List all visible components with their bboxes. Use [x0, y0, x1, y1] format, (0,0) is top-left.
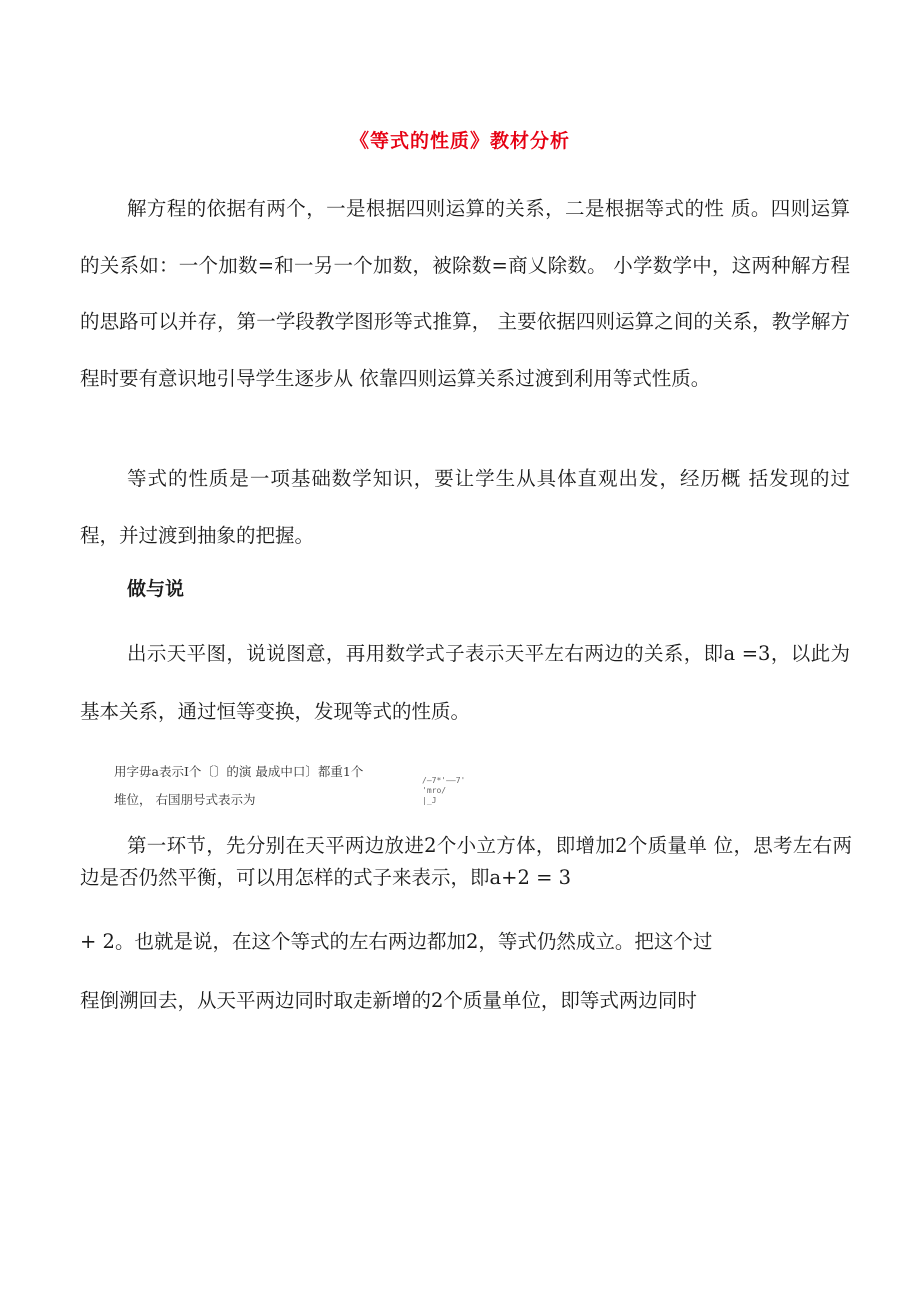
- section-heading: 做与说: [127, 578, 185, 600]
- text-line-6: 程倒溯回去，从天平两边同时取走新增的2个质量单位，即等式两边同时: [80, 989, 697, 1012]
- scribble-line-2: 'mro/: [422, 786, 447, 795]
- scribble-line-1: /—7*'——7': [422, 776, 466, 785]
- paragraph-3: 出示天平图，说说图意，再用数学式子表示天平左右两边的关系，即a =3，以此为基本关系，通过恒等变换，发现等式的性质。: [80, 642, 850, 723]
- scribble-line-3: |_J: [422, 796, 437, 805]
- text-line-5: + 2。也就是说，在这个等式的左右两边都加2，等式仍然成立。把这个过: [80, 930, 713, 953]
- balance-figure-scribble: [422, 776, 474, 812]
- paragraph-2: 等式的性质是一项基础数学知识，要让学生从具体直观出发，经历概 括发现的过程，并过渡到抽象的把握。: [80, 467, 850, 547]
- figure-caption-line-2: 堆位， 右国朋号式表示为: [114, 792, 256, 807]
- paragraph-1: 解方程的依据有两个，一是根据四则运算的关系，二是根据等式的性 质。四则运算的关系如：一个加数=和一另一个加数，被除数=商乂除数。 小学数学中，这两种解方程的思路可以并存，第一学段教学图形等式推算， 主要依据四则运算之间的关系，教学解方程时要有意识地引导学生逐步从 依靠四则运算关系过渡到利用等式性质。: [80, 197, 850, 390]
- document-title: 《等式的性质》教材分析: [349, 130, 570, 152]
- paragraph-4: 第一环节，先分别在天平两边放进2个小立方体，即增加2个质量单 位，思考左右两边是否仍然平衡，可以用怎样的式子来表示，即a+2 = 3: [80, 834, 852, 889]
- figure-caption-line-1: 用字毋a表示I个〔〕的演 最成中口〕都重1个: [114, 764, 364, 779]
